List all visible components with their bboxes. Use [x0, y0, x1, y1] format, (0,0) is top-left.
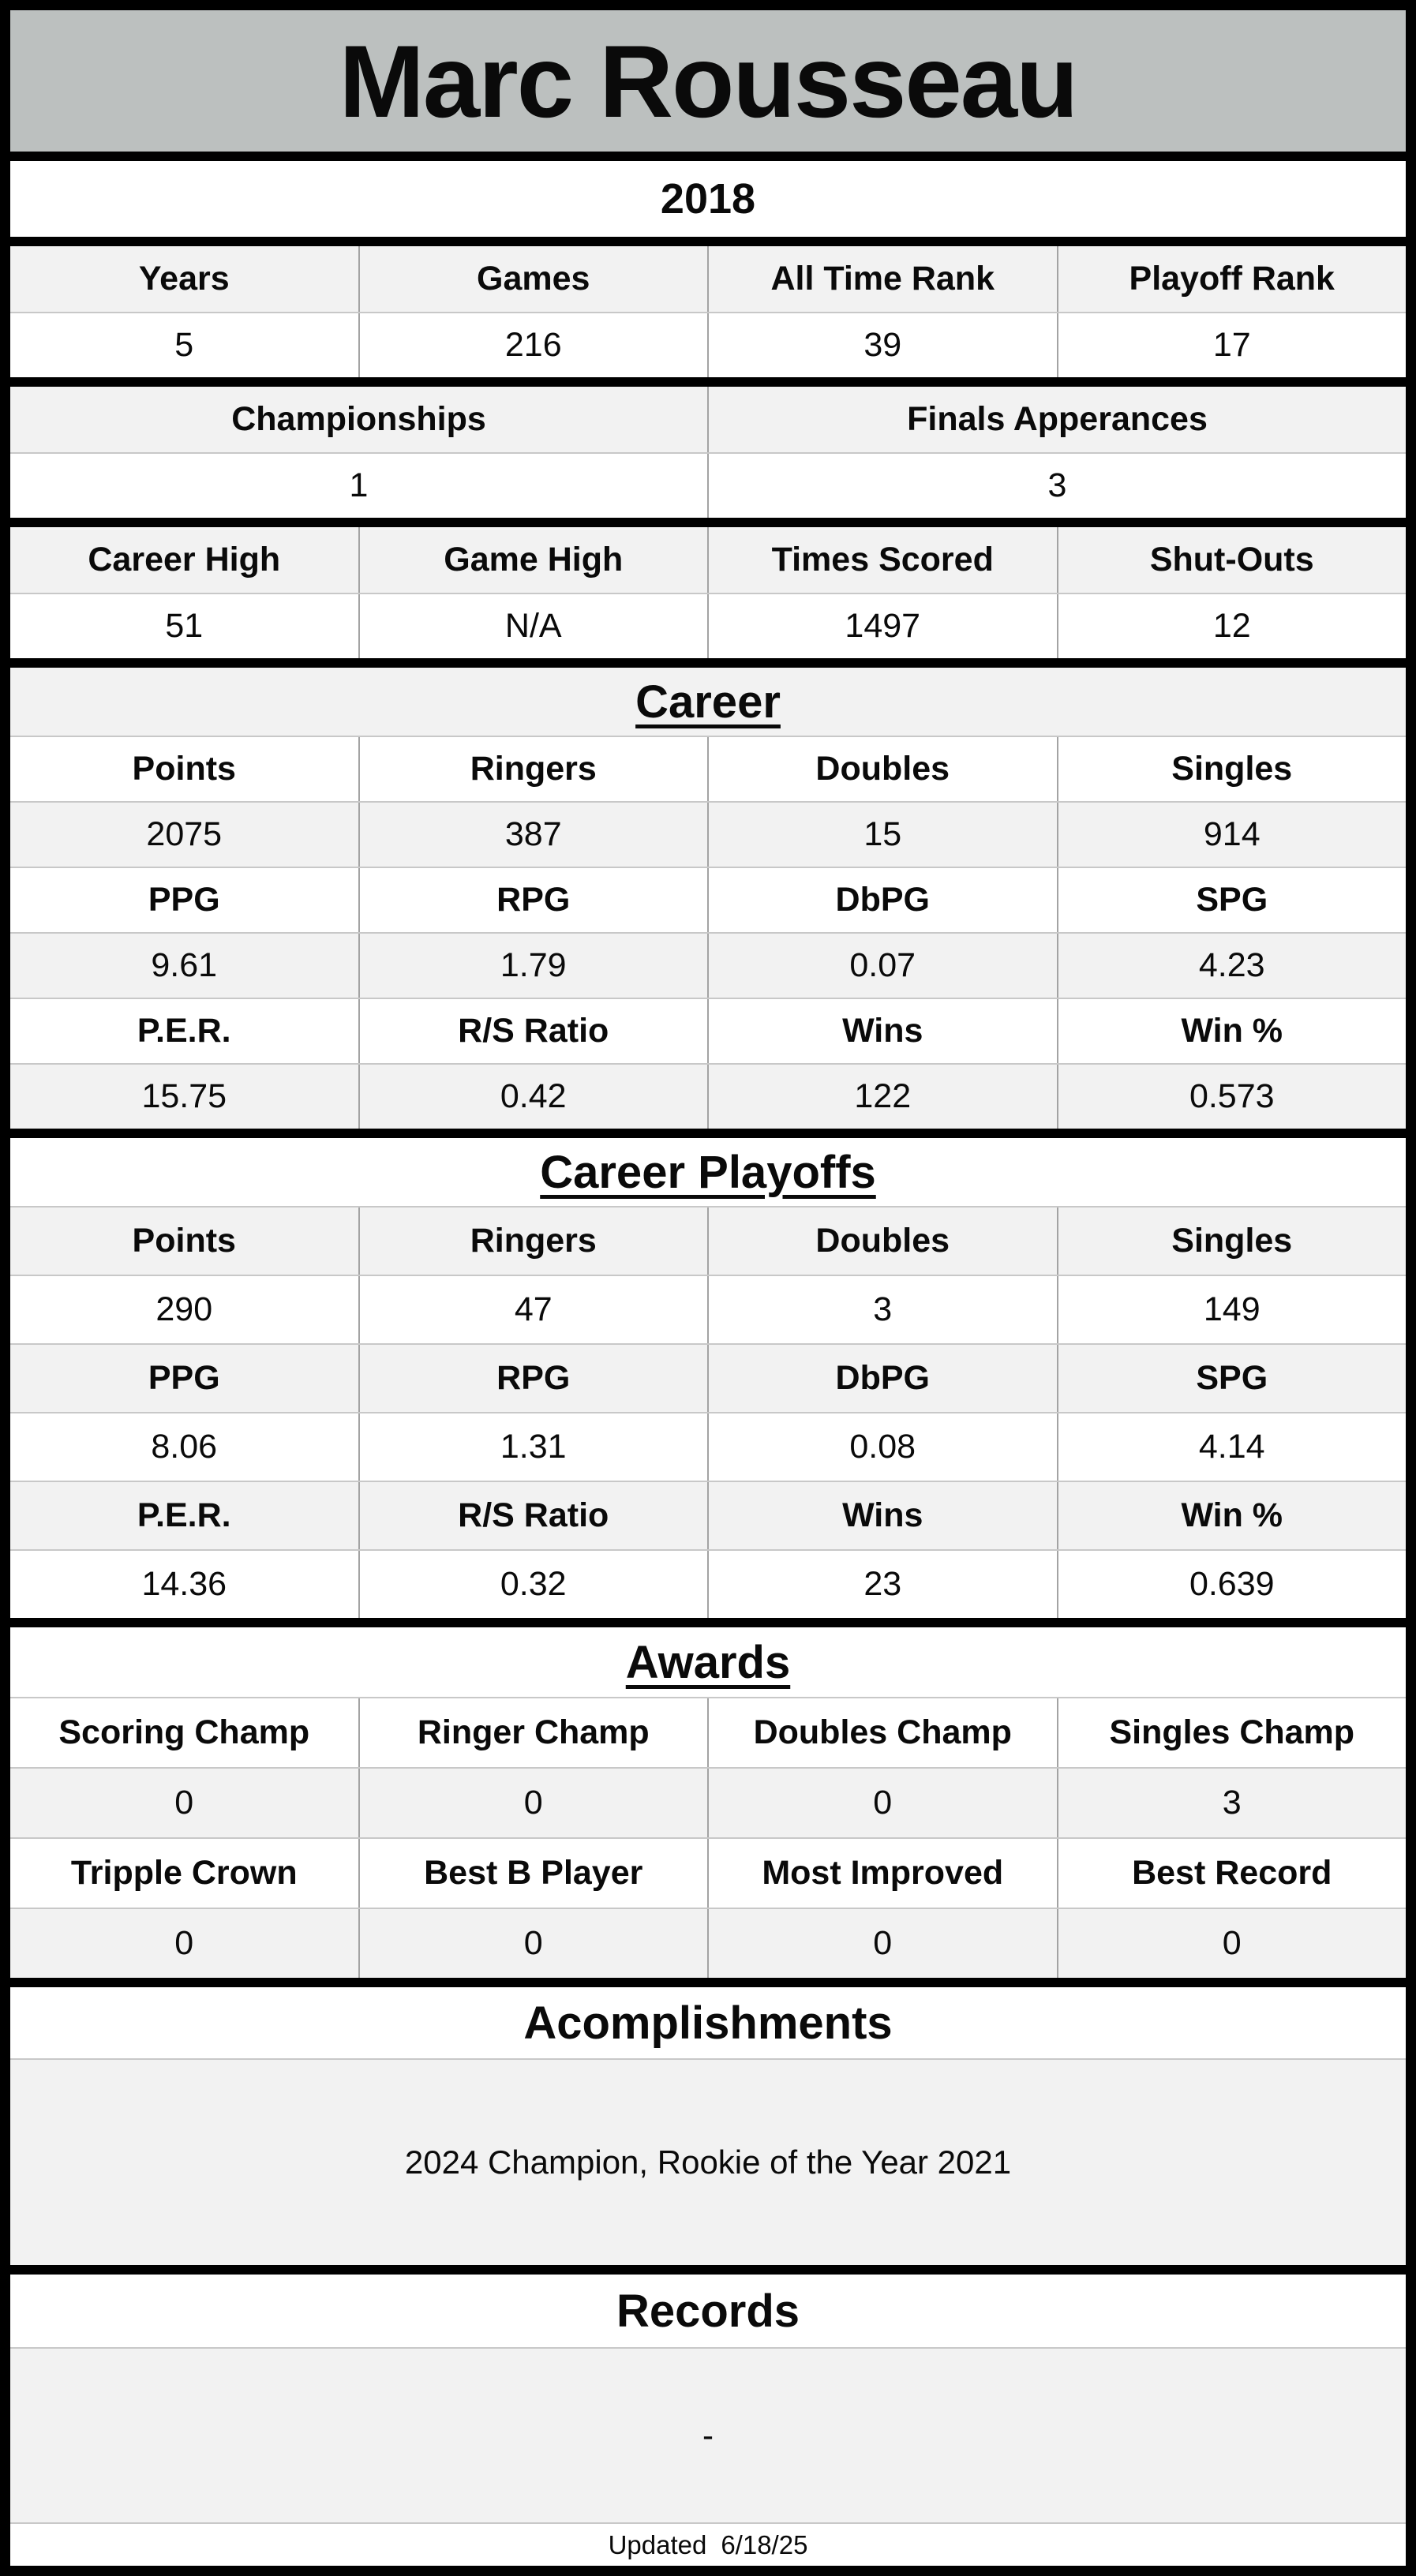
- playoffs-value-doubles: 3: [707, 1276, 1057, 1343]
- playoffs-value-rs-ratio: 0.32: [358, 1551, 708, 1618]
- career-header-per: P.E.R.: [137, 1012, 231, 1050]
- career-value-win-pct: 0.573: [1057, 1065, 1407, 1129]
- awards-header-scoring-champ: Scoring Champ: [58, 1713, 310, 1751]
- playoffs-advanced-header-row: [10, 1481, 1406, 1549]
- awards-value-most-improved: 0: [707, 1909, 1057, 1978]
- career-header-points: Points: [132, 750, 236, 788]
- playoffs-pergame-header-row: [10, 1343, 1406, 1412]
- awards-title-text: Awards: [625, 1636, 791, 1688]
- career-section-title: [10, 668, 1406, 736]
- playoffs-header-ringers: Ringers: [358, 1208, 708, 1275]
- career-value-spg: 4.23: [1057, 934, 1407, 998]
- career-value-doubles: 15: [707, 803, 1057, 867]
- playoffs-header-ppg: PPG: [148, 1359, 220, 1397]
- section-divider: [10, 377, 1406, 387]
- awards-value-best-record: 0: [1057, 1909, 1407, 1978]
- career-title-text: Career: [635, 676, 781, 728]
- playoffs-title-text: Career Playoffs: [540, 1146, 876, 1198]
- career-advanced-header-row: [10, 998, 1406, 1063]
- summary-value-all-time-rank: 39: [707, 313, 1057, 377]
- summary-values-row: [10, 312, 1406, 377]
- updated-footer: [10, 2522, 1406, 2566]
- playoffs-value-dbpg: 0.08: [707, 1413, 1057, 1481]
- highs-header-career-high: Career High: [88, 541, 281, 578]
- playoffs-header-rpg: RPG: [358, 1345, 708, 1412]
- summary-value-years: 5: [174, 326, 194, 364]
- section-divider: [10, 237, 1406, 246]
- highs-header-row: [10, 527, 1406, 593]
- playoffs-header-doubles: Doubles: [707, 1208, 1057, 1275]
- awards-champ-header-row: [10, 1697, 1406, 1767]
- records-content: [10, 2347, 1406, 2522]
- career-header-dbpg: DbPG: [707, 868, 1057, 932]
- career-pergame-header-row: [10, 867, 1406, 932]
- updated-date: 6/18/25: [721, 2529, 808, 2559]
- updated-label: Updated: [608, 2529, 707, 2559]
- records-section-title: [10, 2275, 1406, 2347]
- summary-value-playoff-rank: 17: [1057, 313, 1407, 377]
- awards-header-ringer-champ: Ringer Champ: [358, 1698, 708, 1767]
- awards-header-singles-champ: Singles Champ: [1057, 1698, 1407, 1767]
- finals-value-championships: 1: [349, 466, 369, 504]
- section-divider: [10, 1129, 1406, 1138]
- playoffs-value-rpg: 1.31: [358, 1413, 708, 1481]
- section-divider: [10, 2265, 1406, 2275]
- playoffs-value-wins: 23: [707, 1551, 1057, 1618]
- career-header-ringers: Ringers: [358, 737, 708, 801]
- highs-value-times-scored: 1497: [707, 594, 1057, 658]
- career-totals-values-row: [10, 801, 1406, 867]
- finals-header-appearances: Finals Apperances: [707, 387, 1406, 452]
- awards-value-scoring-champ: 0: [174, 1784, 194, 1822]
- player-name-header: [10, 10, 1406, 152]
- section-divider: [10, 518, 1406, 527]
- highs-value-shut-outs: 12: [1057, 594, 1407, 658]
- awards-misc-header-row: [10, 1837, 1406, 1908]
- career-value-ringers: 387: [358, 803, 708, 867]
- playoffs-value-ppg: 8.06: [151, 1428, 218, 1466]
- summary-header-all-time-rank: All Time Rank: [707, 246, 1057, 312]
- career-value-rpg: 1.79: [358, 934, 708, 998]
- playoffs-value-win-pct: 0.639: [1057, 1551, 1407, 1618]
- summary-header-playoff-rank: Playoff Rank: [1057, 246, 1407, 312]
- awards-misc-values-row: [10, 1908, 1406, 1978]
- playoffs-value-singles: 149: [1057, 1276, 1407, 1343]
- playoffs-section-title: [10, 1138, 1406, 1206]
- playoffs-header-spg: SPG: [1057, 1345, 1407, 1412]
- playoffs-totals-values-row: [10, 1275, 1406, 1343]
- highs-value-career-high: 51: [165, 607, 204, 645]
- career-totals-header-row: [10, 736, 1406, 801]
- career-value-rs-ratio: 0.42: [358, 1065, 708, 1129]
- career-value-ppg: 9.61: [151, 946, 218, 984]
- summary-header-row: [10, 246, 1406, 312]
- awards-value-tripple-crown: 0: [174, 1924, 194, 1962]
- career-value-dbpg: 0.07: [707, 934, 1057, 998]
- acomplishments-content: [10, 2058, 1406, 2265]
- career-header-singles: Singles: [1057, 737, 1407, 801]
- career-value-per: 15.75: [141, 1077, 227, 1115]
- highs-values-row: [10, 593, 1406, 658]
- awards-value-ringer-champ: 0: [358, 1769, 708, 1837]
- acomplishments-section-title: [10, 1987, 1406, 2058]
- career-header-ppg: PPG: [148, 881, 220, 919]
- career-header-rs-ratio: R/S Ratio: [358, 999, 708, 1063]
- acomplishments-title-text: Acomplishments: [523, 1997, 893, 2049]
- finals-value-appearances: 3: [707, 454, 1406, 518]
- section-divider: [10, 658, 1406, 668]
- awards-value-singles-champ: 3: [1057, 1769, 1407, 1837]
- playoffs-header-rs-ratio: R/S Ratio: [358, 1482, 708, 1549]
- finals-values-row: [10, 452, 1406, 518]
- playoffs-pergame-values-row: [10, 1412, 1406, 1481]
- records-title-text: Records: [616, 2285, 800, 2337]
- playoffs-header-points: Points: [132, 1222, 236, 1260]
- summary-header-years: Years: [138, 260, 230, 298]
- awards-header-most-improved: Most Improved: [707, 1839, 1057, 1908]
- highs-header-times-scored: Times Scored: [707, 527, 1057, 593]
- career-header-wins: Wins: [707, 999, 1057, 1063]
- summary-value-games: 216: [358, 313, 708, 377]
- summary-header-games: Games: [358, 246, 708, 312]
- awards-header-tripple-crown: Tripple Crown: [70, 1854, 298, 1892]
- records-text: -: [702, 2417, 714, 2454]
- playoffs-advanced-values-row: [10, 1549, 1406, 1618]
- highs-header-game-high: Game High: [358, 527, 708, 593]
- awards-header-best-b-player: Best B Player: [358, 1839, 708, 1908]
- career-value-points: 2075: [146, 815, 223, 853]
- playoffs-value-per: 14.36: [141, 1565, 227, 1603]
- career-header-win-pct: Win %: [1057, 999, 1407, 1063]
- playoffs-header-dbpg: DbPG: [707, 1345, 1057, 1412]
- playoffs-value-spg: 4.14: [1057, 1413, 1407, 1481]
- awards-section-title: [10, 1627, 1406, 1697]
- finals-header-row: [10, 387, 1406, 452]
- highs-header-shut-outs: Shut-Outs: [1057, 527, 1407, 593]
- awards-value-best-b-player: 0: [358, 1909, 708, 1978]
- finals-header-championships: Championships: [231, 400, 486, 438]
- career-value-wins: 122: [707, 1065, 1057, 1129]
- season-label: 2018: [660, 175, 756, 223]
- acomplishments-text: 2024 Champion, Rookie of the Year 2021: [404, 2144, 1012, 2181]
- playoffs-header-per: P.E.R.: [137, 1496, 231, 1534]
- section-divider: [10, 1978, 1406, 1987]
- section-divider: [10, 1618, 1406, 1627]
- awards-value-doubles-champ: 0: [707, 1769, 1057, 1837]
- career-header-spg: SPG: [1057, 868, 1407, 932]
- playoffs-value-points: 290: [155, 1290, 213, 1328]
- season-row: [10, 161, 1406, 237]
- player-name: Marc Rousseau: [339, 23, 1077, 139]
- awards-header-doubles-champ: Doubles Champ: [707, 1698, 1057, 1767]
- awards-champ-values-row: [10, 1767, 1406, 1837]
- section-divider: [10, 152, 1406, 161]
- career-value-singles: 914: [1057, 803, 1407, 867]
- playoffs-totals-header-row: [10, 1206, 1406, 1275]
- playoffs-header-singles: Singles: [1057, 1208, 1407, 1275]
- career-advanced-values-row: [10, 1063, 1406, 1129]
- highs-value-game-high: N/A: [358, 594, 708, 658]
- playoffs-header-wins: Wins: [707, 1482, 1057, 1549]
- career-pergame-values-row: [10, 932, 1406, 998]
- career-header-rpg: RPG: [358, 868, 708, 932]
- awards-header-best-record: Best Record: [1057, 1839, 1407, 1908]
- playoffs-value-ringers: 47: [358, 1276, 708, 1343]
- playoffs-header-win-pct: Win %: [1057, 1482, 1407, 1549]
- career-header-doubles: Doubles: [707, 737, 1057, 801]
